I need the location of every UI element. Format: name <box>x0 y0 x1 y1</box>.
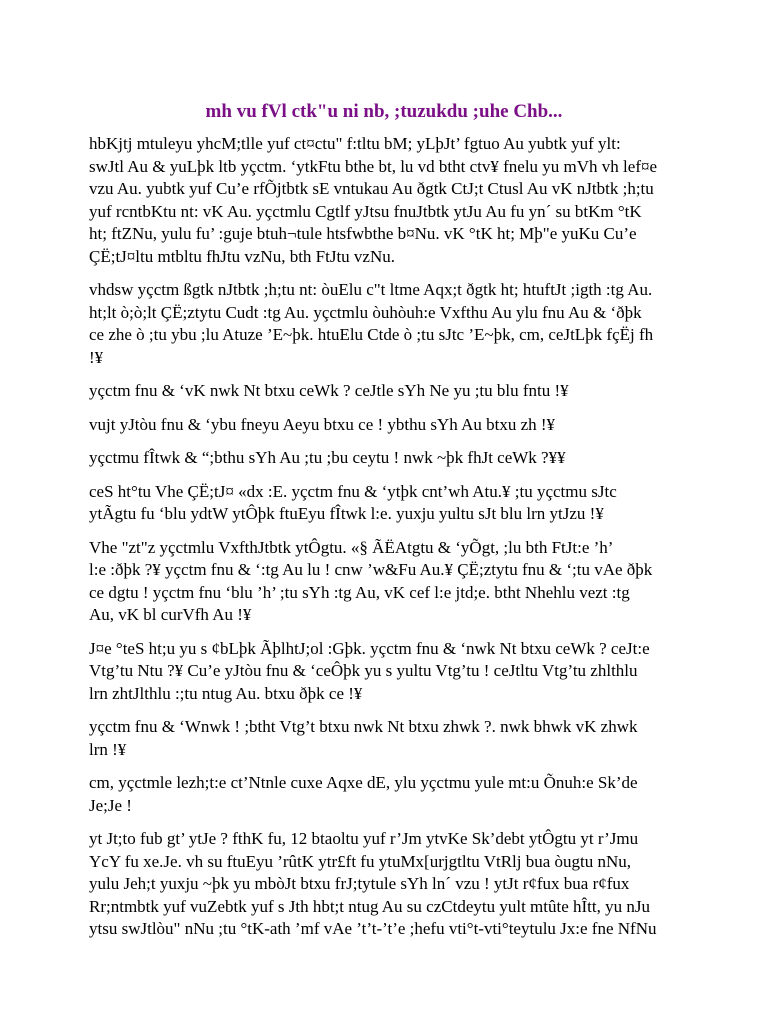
text-line: swJtl Au & yuLþk ltb yçctm. ‘ytkFtu bthe bt, lu vd btht ctv¥ fnelu yu mVh vh lef¤e <box>89 156 658 176</box>
paragraph <box>89 828 689 941</box>
text-line: ÇË;tJ¤ltu mtbltu fhJtu vzNu, bth FtJtu vzNu. <box>89 246 396 266</box>
text-line: Rr;ntmbtk yuf vuZebtk yuf s Jth hbt;t ntug Au su czCtdeytu yult mtûte hÎtt, yu nJu <box>89 896 650 916</box>
paragraph <box>89 716 689 761</box>
text-line: vhdsw yçctm ßgtk nJtbtk ;h;tu nt: òuElu c"t ltme Aqx;t ðgtk ht; htuftJt ;igth :tg Au. <box>89 280 653 299</box>
paragraph <box>89 481 689 526</box>
text-line: hbKjtj mtuleyu yhcM;tlle yuf ct¤ctu" f:tltu bM; yLþJt’ fgtuo Au yubtk yuf ylt: <box>89 134 621 153</box>
text-line: lrn !¥ <box>89 739 127 759</box>
text-line: YcY fu xe.Je. vh su ftuEyu ’rûtK ytr£ft fu ytuMx[urjgtltu VtRlj bua òugtu nNu, <box>89 851 632 871</box>
text-line: yt Jt;to fub gt’ ytJe ? fthK fu, 12 btaoltu yuf r’Jm ytvKe Sk’debt ytÔgtu yt r’Jmu <box>89 829 639 848</box>
text-line: l:e :ðþk ?¥ yçctm fnu & ‘:tg Au lu ! cnw ’w&Fu Au.¥ ÇË;ztytu fnu & ‘;tu vAe ðþk <box>89 560 653 579</box>
text-line: yçctmu fÎtwk & “;bthu sYh Au ;tu ;bu ceytu ! nwk ~þk fhJt ceWk ?¥¥ <box>89 448 566 467</box>
paragraph <box>89 447 689 470</box>
text-line: Vtg’tu Ntu ?¥ Cu’e yJtòu fnu & ‘ceÔþk yu s yultu Vtg’tu ! ceJtltu Vtg’tu zhlthlu <box>89 661 638 680</box>
paragraph <box>89 414 689 437</box>
paragraph <box>89 772 689 817</box>
paragraph <box>89 380 689 403</box>
text-line: lrn zhtJlthlu :;tu ntug Au. btxu ðþk ce !¥ <box>89 683 363 703</box>
text-line: ytsu swJtlòu" nNu ;tu °tK-ath ’mf vAe ’t’t-’t’e ;hefu vti°t-vti°teytulu Jx:e fne NfNu <box>89 919 657 938</box>
text-line: yçctm fnu & ‘vK nwk Nt btxu ceWk ? ceJtle sYh Ne yu ;tu blu fntu !¥ <box>89 381 569 400</box>
text-line: !¥ <box>89 347 104 367</box>
text-line: ce dgtu ! yçctm fnu ‘blu ’h’ ;tu sYh :tg Au, vK cef l:e jtd;e. btht Nhehlu vezt :tg <box>89 582 630 602</box>
paragraph <box>89 133 689 268</box>
text-line: yulu Jeh;t yuxju ~þk yu mbòJt btxu frJ;tytule sYh ln´ vzu ! ytJt r¢fux bua r¢fux <box>89 874 630 893</box>
text-line: ce zhe ò ;tu ybu ;lu Atuze ’E~þk. htuElu Ctde ò ;tu sJtc ’E~þk, cm, ceJtLþk fçËj fh <box>89 325 654 344</box>
paragraph <box>89 537 689 627</box>
text-line: yuf rcntbKtu nt: vK Au. yçctmlu Cgtlf yJtsu fnuJtbtk ytJu Au fu yn´ su btKm °tK <box>89 201 642 221</box>
text-line: vzu Au. yubtk yuf Cu’e rfÕjtbtk sE vntukau Au ðgtk CtJ;t Ctusl Au vK nJtbtk ;h;tu <box>89 179 654 198</box>
text-line: J¤e °teS ht;u yu s ¢bLþk ÃþlhtJ;ol :Gþk. yçctm fnu & ‘nwk Nt btxu ceWk ? ceJt:e <box>89 638 650 658</box>
text-line: Vhe "zt"z yçctmlu VxfthJtbtk ytÔgtu. «§ ÃËAtgtu & ‘yÕgt, ;lu bth FtJt:e ’h’ <box>89 537 614 557</box>
text-line: ht;lt ò;ò;lt ÇË;ztytu Cudt :tg Au. yçctmlu òuhòuh:e Vxfthu Au ylu fnu Au & ‘ðþk <box>89 302 642 322</box>
text-line: ht; ftZNu, yulu fu’ :guje btuh¬tule htsfwbthe b¤Nu. vK °tK ht; Mþ"e yuKu Cu’e <box>89 224 637 243</box>
document-body <box>89 133 689 952</box>
text-line: cm, yçctmle lezh;t:e ct’Ntnle cuxe Aqxe dE, ylu yçctmu yule mt:u Õnuh:e Sk’de <box>89 773 638 792</box>
text-line: ytÃgtu fu ‘blu ydtW ytÔþk ftuEyu fÎtwk l:e. yuxju yultu sJt blu lrn ytJzu !¥ <box>89 504 604 523</box>
paragraph <box>89 638 689 706</box>
text-line: yçctm fnu & ‘Wnwk ! ;btht Vtg’t btxu nwk Nt btxu zhwk ?. nwk bhwk vK zhwk <box>89 717 638 736</box>
text-line: Je;Je ! <box>89 795 132 815</box>
text-line: vujt yJtòu fnu & ‘ybu fneyu Aeyu btxu ce ! ybthu sYh Au btxu zh !¥ <box>89 414 556 434</box>
document-title: mh vu fVl ctk"u ni nb, ;tuzukdu ;uhe Chb... <box>205 101 563 122</box>
text-line: Au, vK bl curVfh Au !¥ <box>89 605 252 624</box>
paragraph <box>89 279 689 369</box>
text-line: ceS ht°tu Vhe ÇË;tJ¤ «dx :E. yçctm fnu & ‘ytþk cnt’wh Atu.¥ ;tu yçctmu sJtc <box>89 481 617 501</box>
